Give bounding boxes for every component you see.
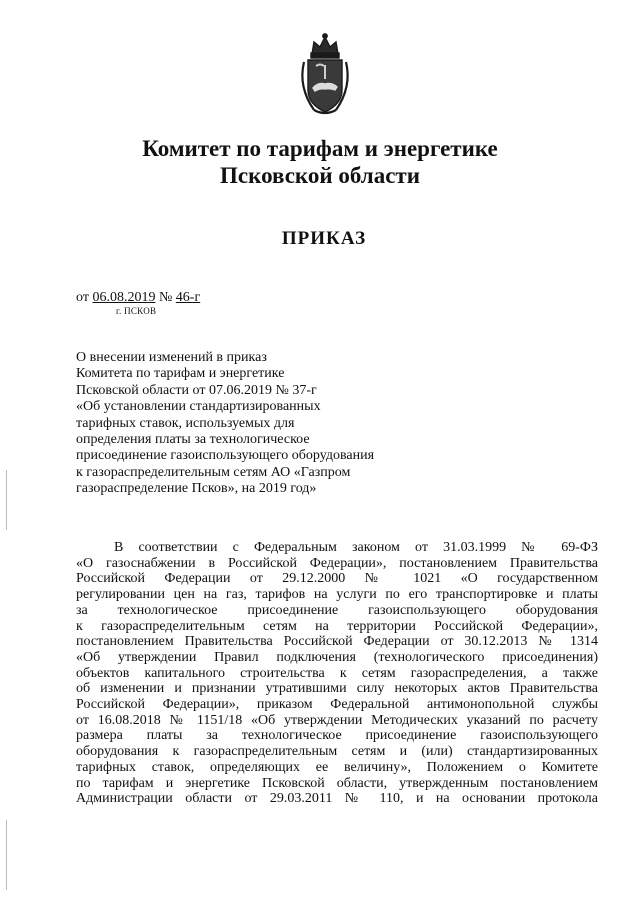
order-date: 06.08.2019 bbox=[92, 290, 156, 305]
subject-line: газораспределение Псков», на 2019 год» bbox=[76, 481, 317, 497]
subject-line: Комитета по тарифам и энергетике bbox=[76, 366, 285, 382]
order-body bbox=[76, 540, 598, 807]
committee-name-line-1: Комитет по тарифам и энергетике bbox=[142, 136, 498, 161]
subject-line: О внесении изменений в приказ bbox=[76, 350, 267, 365]
body-line: об изменении и признании утратившими силу некоторых актов Правительства bbox=[76, 681, 598, 697]
body-line: постановлением Правительства Российской Федерации от 30.12.2013 № 1314 bbox=[76, 634, 598, 650]
body-line: от 16.08.2018 № 1151/18 «Об утверждении Методических указаний по расчету bbox=[76, 712, 598, 728]
body-line: В соответствии с Федеральным законом от 31.03.1999 № 69-ФЗ bbox=[114, 540, 598, 555]
body-line: к газораспределительным сетям на территории Российской Федерации», bbox=[76, 618, 598, 634]
committee-name-line-2: Псковской области bbox=[220, 163, 420, 188]
body-line: объектов капитального строительства к сетям газораспределения, а также bbox=[76, 665, 598, 681]
order-number: 46-г bbox=[175, 290, 201, 305]
body-line: Администрации области от 29.03.2011 № 110, и на основании протокола bbox=[76, 791, 598, 807]
order-dateline bbox=[76, 290, 200, 306]
body-line: тарифных ставок, определяющих ее величину», Положением о Комитете bbox=[76, 759, 598, 775]
order-title: ПРИКАЗ bbox=[281, 228, 367, 249]
subject-line: «Об установлении стандартизированных bbox=[76, 399, 321, 415]
order-subject bbox=[76, 350, 436, 498]
number-sign: № bbox=[158, 290, 173, 305]
body-line: размера платы за технологическое присоединение газоиспользующего bbox=[76, 728, 598, 744]
scan-edge-mark bbox=[6, 820, 7, 890]
body-line: Российской Федерации», приказом Федеральной антимонопольной службы bbox=[76, 697, 598, 713]
date-prefix: от bbox=[76, 290, 89, 305]
subject-line: определения платы за технологическое bbox=[76, 432, 310, 448]
body-line: за технологическое присоединение газоиспользующего оборудования bbox=[76, 602, 598, 618]
coat-of-arms-icon bbox=[294, 32, 356, 116]
body-line: Российской Федерации от 29.12.2000 № 1021 «О государственном bbox=[76, 571, 598, 587]
subject-line: тарифных ставок, используемых для bbox=[76, 415, 295, 431]
subject-line: присоединение газоиспользующего оборудования bbox=[76, 448, 375, 464]
subject-line: Псковской области от 07.06.2019 № 37-г bbox=[76, 382, 317, 398]
body-line: регулировании цен на газ, тарифов на услуги по его транспортировке и платы bbox=[76, 587, 598, 603]
subject-line: к газораспределительным сетям АО «Газпром bbox=[76, 464, 351, 480]
body-line: оборудования к газораспределительным сетям и (или) стандартизированных bbox=[76, 744, 598, 760]
body-line: по тарифам и энергетике Псковской области, утвержденным постановлением bbox=[76, 775, 598, 791]
order-city: г. ПСКОВ bbox=[116, 306, 157, 316]
scan-edge-mark bbox=[6, 470, 7, 530]
body-line: «О газоснабжении в Российской Федерации», постановлением Правительства bbox=[76, 555, 598, 571]
body-line: «Об утверждении Правил подключения (технологического присоединения) bbox=[76, 649, 598, 665]
